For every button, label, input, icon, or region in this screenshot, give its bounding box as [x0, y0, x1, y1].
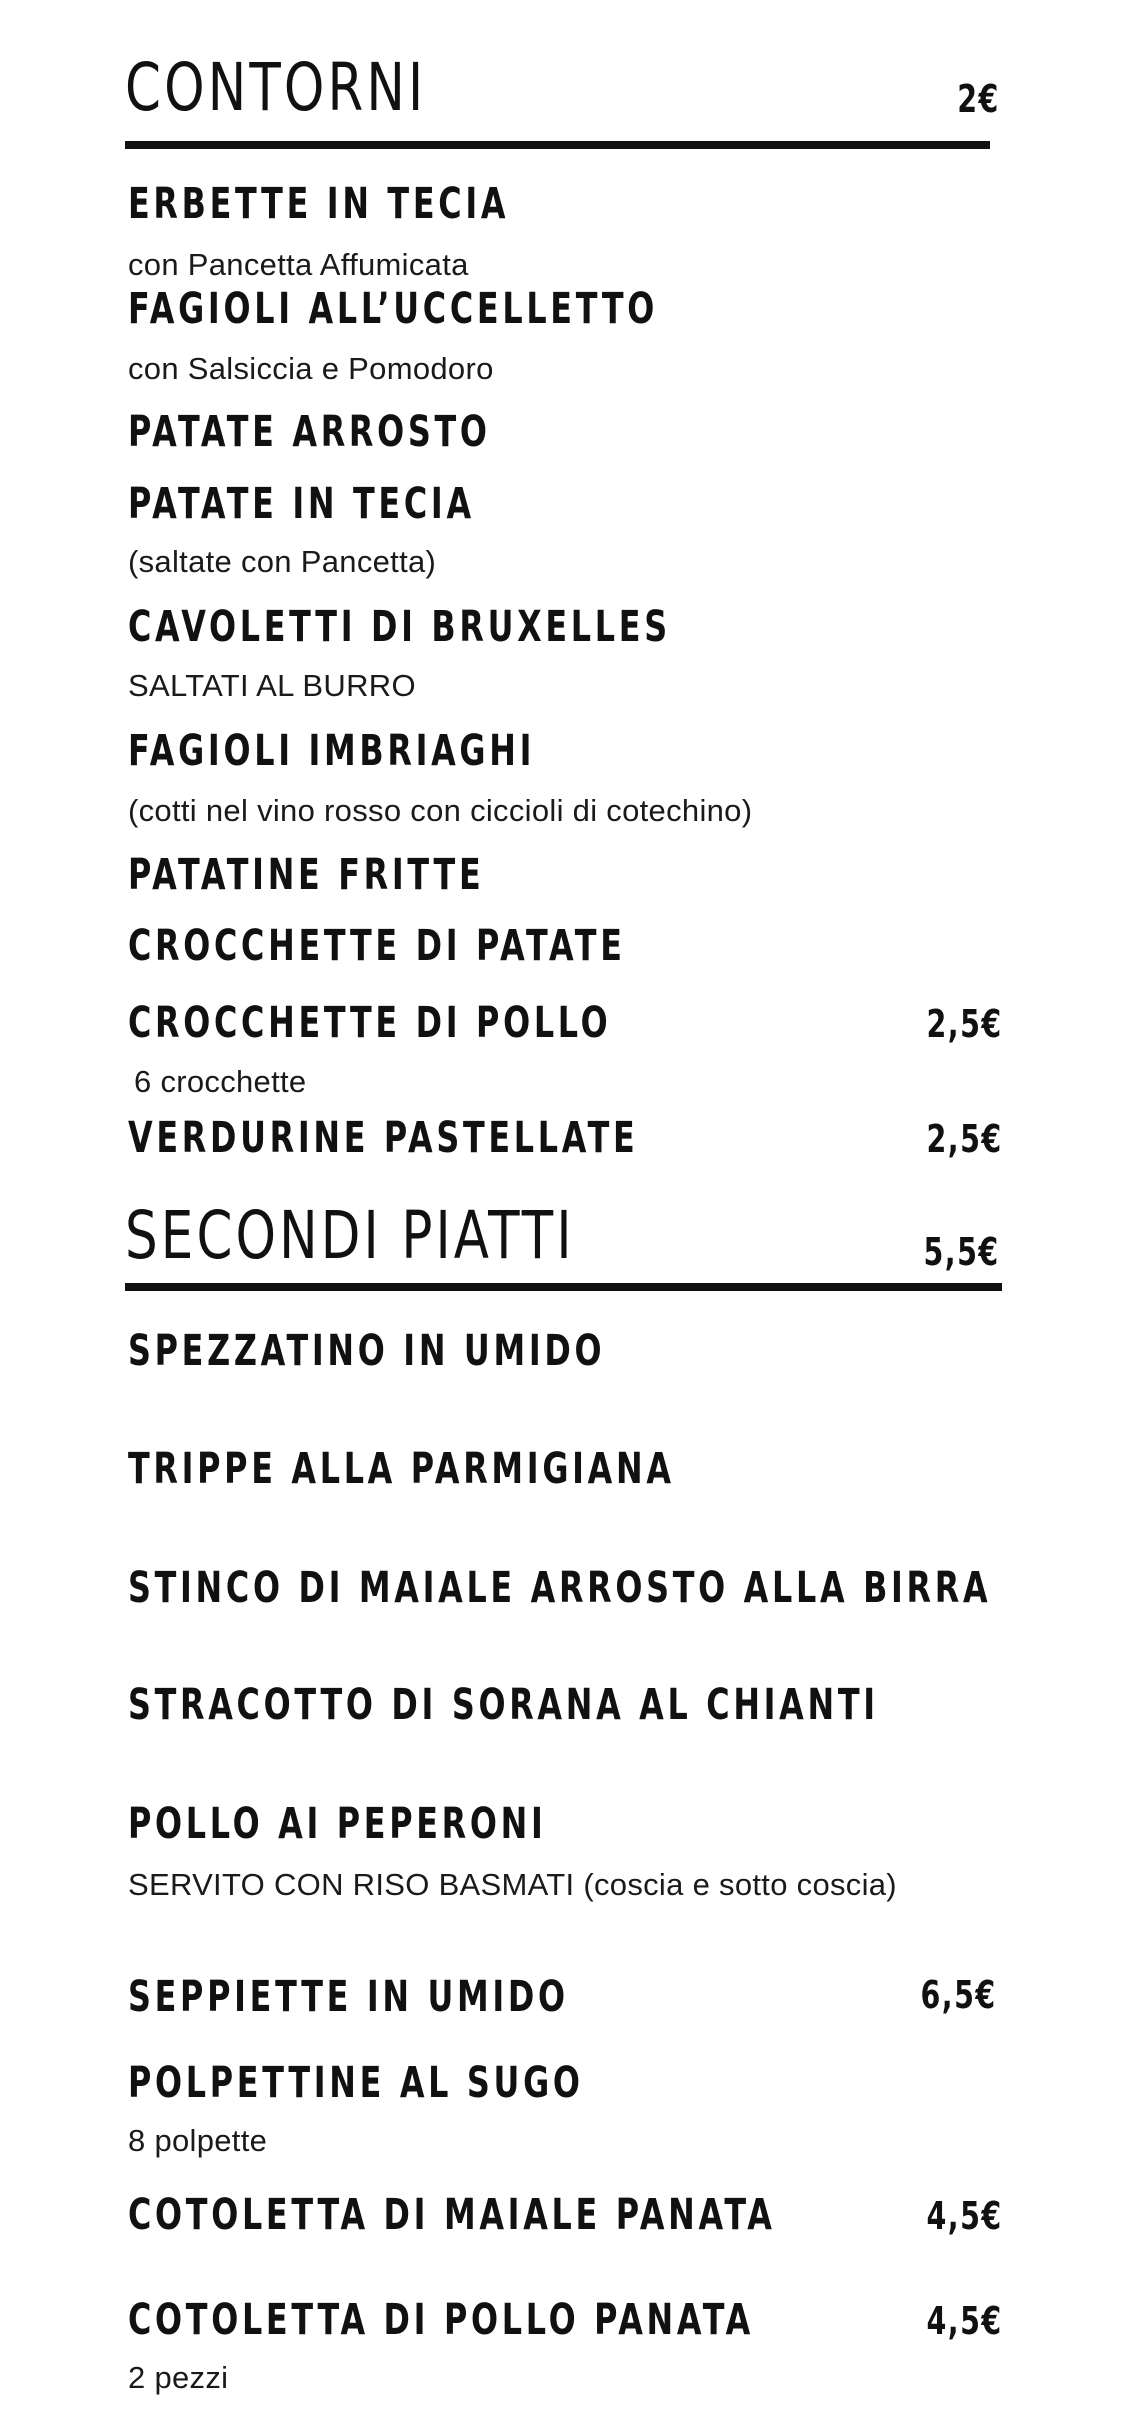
menu-item-name: COTOLETTA DI POLLO PANATA — [128, 2295, 754, 2345]
menu-item-desc: 8 polpette — [128, 2123, 268, 2158]
menu-item-price: 4,5€ — [926, 2194, 1003, 2238]
section-price-secondi: 5,5€ — [923, 1230, 1000, 1274]
menu-item-name: STRACOTTO DI SORANA AL CHIANTI — [128, 1680, 879, 1730]
menu-item-name: VERDURINE PASTELLATE — [128, 1113, 639, 1163]
menu-item-name: POLLO AI PEPERONI — [128, 1799, 547, 1849]
menu-item-name: POLPETTINE AL SUGO — [128, 2058, 584, 2108]
menu-item-desc: 2 pezzi — [128, 2360, 229, 2395]
section-divider-secondi — [125, 1283, 1002, 1291]
menu-item-desc: (saltate con Pancetta) — [128, 544, 437, 579]
menu-item-name: PATATINE FRITTE — [128, 850, 485, 900]
menu-item-desc: 6 crocchette — [134, 1064, 307, 1099]
menu-item-name: STINCO DI MAIALE ARROSTO ALLA BIRRA — [128, 1563, 992, 1613]
section-divider-contorni — [125, 141, 990, 149]
menu-item-desc: con Pancetta Affumicata — [128, 247, 469, 282]
menu-item-name: PATATE ARROSTO — [128, 407, 491, 457]
menu-item-desc: (cotti nel vino rosso con ciccioli di cotechino) — [128, 793, 753, 828]
menu-item-name: FAGIOLI ALL’UCCELLETTO — [128, 284, 659, 334]
menu-item-desc: SALTATI AL BURRO — [128, 668, 416, 703]
menu-item-name: TRIPPE ALLA PARMIGIANA — [128, 1444, 675, 1494]
menu-item-desc: SERVITO CON RISO BASMATI (coscia e sotto coscia) — [128, 1867, 897, 1902]
menu-item-name: PATATE IN TECIA — [128, 479, 475, 529]
menu-item-name: COTOLETTA DI MAIALE PANATA — [128, 2190, 776, 2240]
menu-item-name: FAGIOLI IMBRIAGHI — [128, 726, 536, 776]
section-title-secondi: SECONDI PIATTI — [125, 1197, 575, 1274]
menu-item-name: CAVOLETTI DI BRUXELLES — [128, 602, 671, 652]
menu-item-price: 2,5€ — [926, 1117, 1003, 1161]
menu-item-name: SPEZZATINO IN UMIDO — [128, 1326, 606, 1376]
menu-item-price: 6,5€ — [920, 1973, 997, 2017]
menu-item-name: SEPPIETTE IN UMIDO — [128, 1972, 569, 2022]
menu-item-name: CROCCHETTE DI POLLO — [128, 998, 612, 1048]
menu-item-name: CROCCHETTE DI PATATE — [128, 921, 626, 971]
menu-item-desc: con Salsiccia e Pomodoro — [128, 351, 494, 386]
menu-item-name: ERBETTE IN TECIA — [128, 179, 510, 229]
menu-item-price: 2,5€ — [926, 1002, 1003, 1046]
section-title-contorni: CONTORNI — [125, 49, 427, 126]
menu-item-price: 4,5€ — [926, 2299, 1003, 2343]
section-price-contorni: 2€ — [957, 77, 1000, 121]
